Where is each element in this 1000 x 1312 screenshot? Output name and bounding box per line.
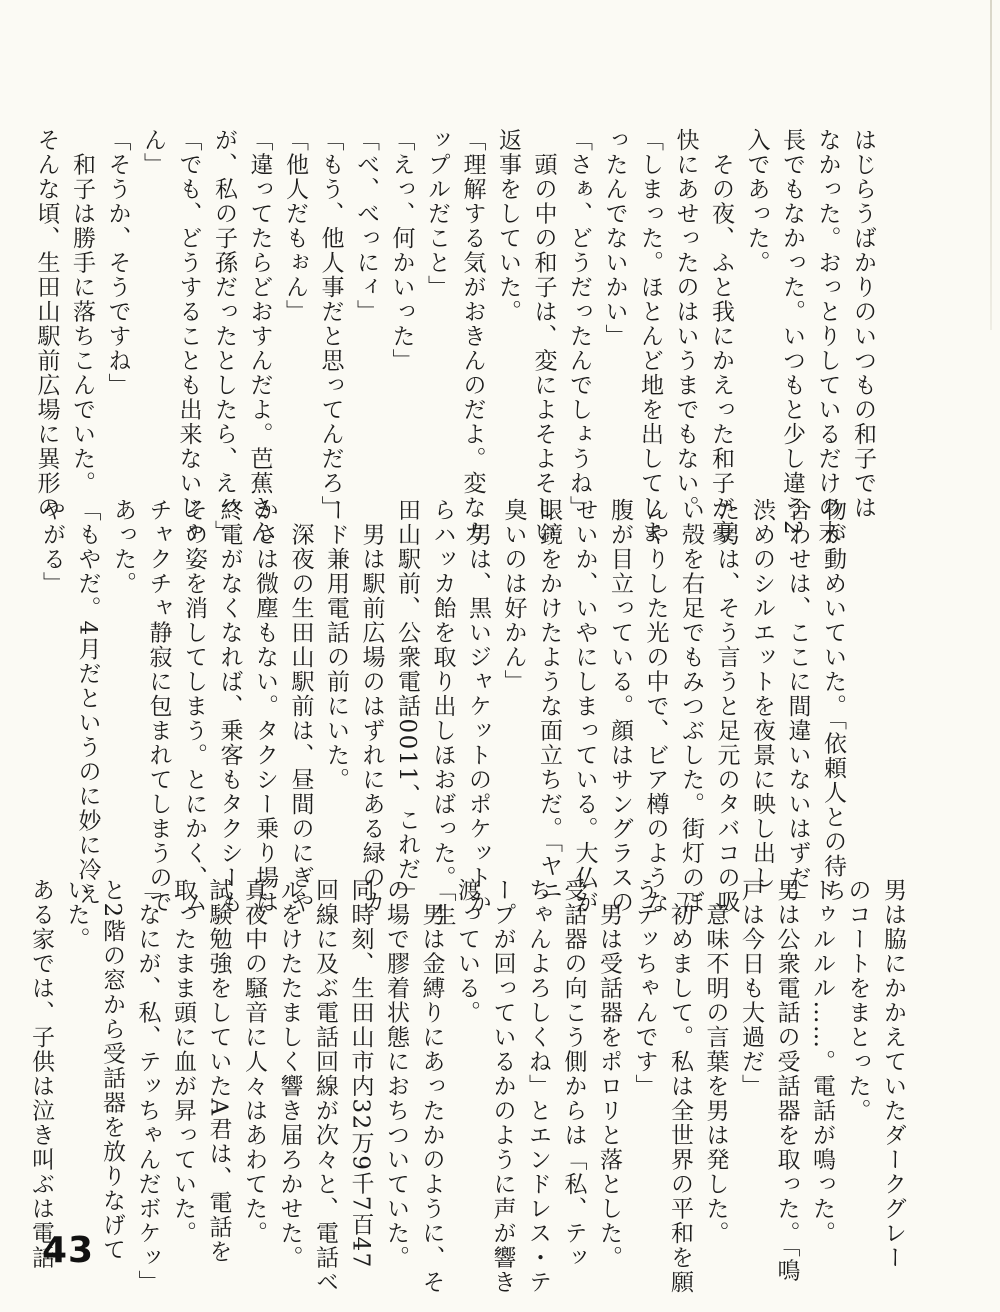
page-number: 43 <box>42 1230 95 1271</box>
text-line: せいか、いやにしまっている。大仏が <box>571 498 598 915</box>
text-line: ード兼用電話の前にいた。 <box>323 498 349 792</box>
text-line: い殻を右足でもみつぶした。街灯のぼ <box>678 498 704 915</box>
text-line: いた。 <box>63 878 90 952</box>
text-line: と2階の窓から受話器を放りなげて <box>99 878 125 1262</box>
text-line: ップルだこと」 <box>424 128 450 300</box>
text-line: 深夜の生田山駅前は、昼間のにぎや <box>287 498 314 915</box>
text-line: 男は駅前広場のはずれにある緑のカ <box>358 498 385 915</box>
text-line: ん」 <box>140 128 166 177</box>
text-line: トゥルルル……。電話が鳴った。 <box>809 878 835 1246</box>
text-line: かさは微塵もない。タクシー乗り場は <box>252 498 278 915</box>
text-line: 終電がなくなれば、乗客もタクシーも <box>216 498 243 915</box>
text-line: 「でも、どうすることも出来ないじゃ <box>175 128 202 545</box>
text-line: 臭いのは好かん」 <box>500 498 527 694</box>
text-line: 男は金縛りにあったかのように、そ <box>418 878 445 1295</box>
text-line: そんな頃、生田山駅前広場に異形の <box>33 128 60 520</box>
text-line: はじらうばかりのいつもの和子では <box>850 128 876 520</box>
text-line: 「さぁ、どうだったんでしょうね」 <box>566 128 592 520</box>
text-line: 返事をしていた。 <box>495 128 521 324</box>
text-line: 渡っている。 <box>454 878 480 1025</box>
text-band-middle <box>39 498 850 928</box>
text-line: 入であった。 <box>743 128 770 275</box>
text-line: 真夜中の騒音に人々はあわてた。 <box>241 878 267 1246</box>
text-line: あった。 <box>110 498 136 596</box>
text-line: 物が動めいていた。「依頼人との待ち <box>820 498 846 903</box>
text-line: 「もやだ。4月だというのに妙に冷え <box>74 498 101 907</box>
text-line: の場で膠着状態におちついていた。 <box>383 878 409 1270</box>
text-line: 「なにが、私、テッちゃんだボケッ」 <box>134 878 161 1295</box>
text-line: 男は脇にかかえていたダークグレー <box>880 878 906 1270</box>
text-line: うテッちゃんです」 <box>631 878 658 1099</box>
text-line: 長でもなかった。いつもと少し違う2 <box>779 128 805 537</box>
text-line: 田山駅前、公衆電話0011、これだ」 <box>394 498 420 906</box>
text-line: その夜、ふと我にかえった和子が豪 <box>708 128 734 545</box>
text-line: 男は受話器をポロリと落とした。 <box>596 878 622 1270</box>
text-line: 快にあせったのはいうまでもない。 <box>672 128 699 520</box>
text-line: ちゃんよろしくね」とエンドレス・テ <box>525 878 551 1295</box>
text-line: チャクチャ静寂に包まれてしまうので <box>145 498 172 915</box>
text-line: 「べ、べっにィ」 <box>353 128 379 324</box>
text-line: 受話器の向こう側からは「私、テッ <box>560 878 587 1270</box>
text-line: その姿を消してしまう。とにかく、ム <box>181 498 207 915</box>
text-line: が、私の子孫だったとしたら、えっ」 <box>211 128 237 545</box>
text-line: 取ったまま頭に血が昇っていた。 <box>170 878 196 1246</box>
text-line: 「そうか、そうですね」 <box>104 128 131 398</box>
text-line: なかった。おっとりしているだけの末 <box>814 128 841 545</box>
text-line: 戸は今日も大過だ」 <box>738 878 764 1099</box>
text-line: 腹が目立っている。顔はサングラスの <box>607 498 633 915</box>
text-line: 回線に及ぶ電話回線が次々と、電話ベ <box>312 878 338 1295</box>
text-line: 「理解する気がおきんのだよ。変なカ <box>459 128 486 545</box>
text-line: 合わせは、ここに間違いないはずだ」 <box>784 498 811 915</box>
text-line: 同時刻、生田山市内32万9千7百47 <box>347 878 374 1269</box>
text-line: た男は、そう言うと足元のタバコの吸 <box>713 498 740 915</box>
text-line: 和子は勝手に落ちこんでいた。 <box>69 128 95 496</box>
text-line: 男は、黒いジャケットのポケットか <box>465 498 491 915</box>
text-line: 試験勉強をしていたA君は、電話を <box>205 878 232 1264</box>
text-line: 「しまった。ほとんど地を出してしま <box>637 128 663 545</box>
text-line: 渋めのシルエットを夜景に映し出し <box>749 498 775 890</box>
text-line: やがる」 <box>39 498 65 596</box>
text-line: 頭の中の和子は、変によそよそしい <box>530 128 557 545</box>
text-line: 「違ってたらどおすんだよ。芭蕉さん <box>246 128 273 545</box>
text-line: ルをけたたましく響き届ろかせた。 <box>276 878 303 1270</box>
text-line: 「他人だもぉん」 <box>282 128 308 324</box>
text-line: 「えっ、何かいった」 <box>388 128 415 373</box>
text-line: らハッカ飴を取り出しほおばった。「生 <box>429 498 456 928</box>
page-edge-shadow <box>990 0 992 330</box>
text-line: ある家では、子供は泣き叫ぶは電話 <box>28 878 54 1270</box>
text-line: ープが回っているかのように声が響き <box>489 878 516 1295</box>
text-line: 「初めまして。私は全世界の平和を願 <box>667 878 693 1295</box>
text-line: んやりした光の中で、ビア樽のような <box>642 498 669 915</box>
text-line: のコートをまとった。 <box>844 878 871 1123</box>
text-line: 「もう、他人事だと思ってんだろ」 <box>317 128 344 520</box>
text-line: ったんでないかい」 <box>601 128 628 349</box>
text-line: 男は公衆電話の受話器を取った。「鳴 <box>773 878 800 1283</box>
text-band-upper <box>33 128 880 545</box>
text-line: 意味不明の言葉を男は発した。 <box>702 878 729 1246</box>
text-line: 眼鏡をかけたような面立ちだ。「ヤニ <box>536 498 562 903</box>
